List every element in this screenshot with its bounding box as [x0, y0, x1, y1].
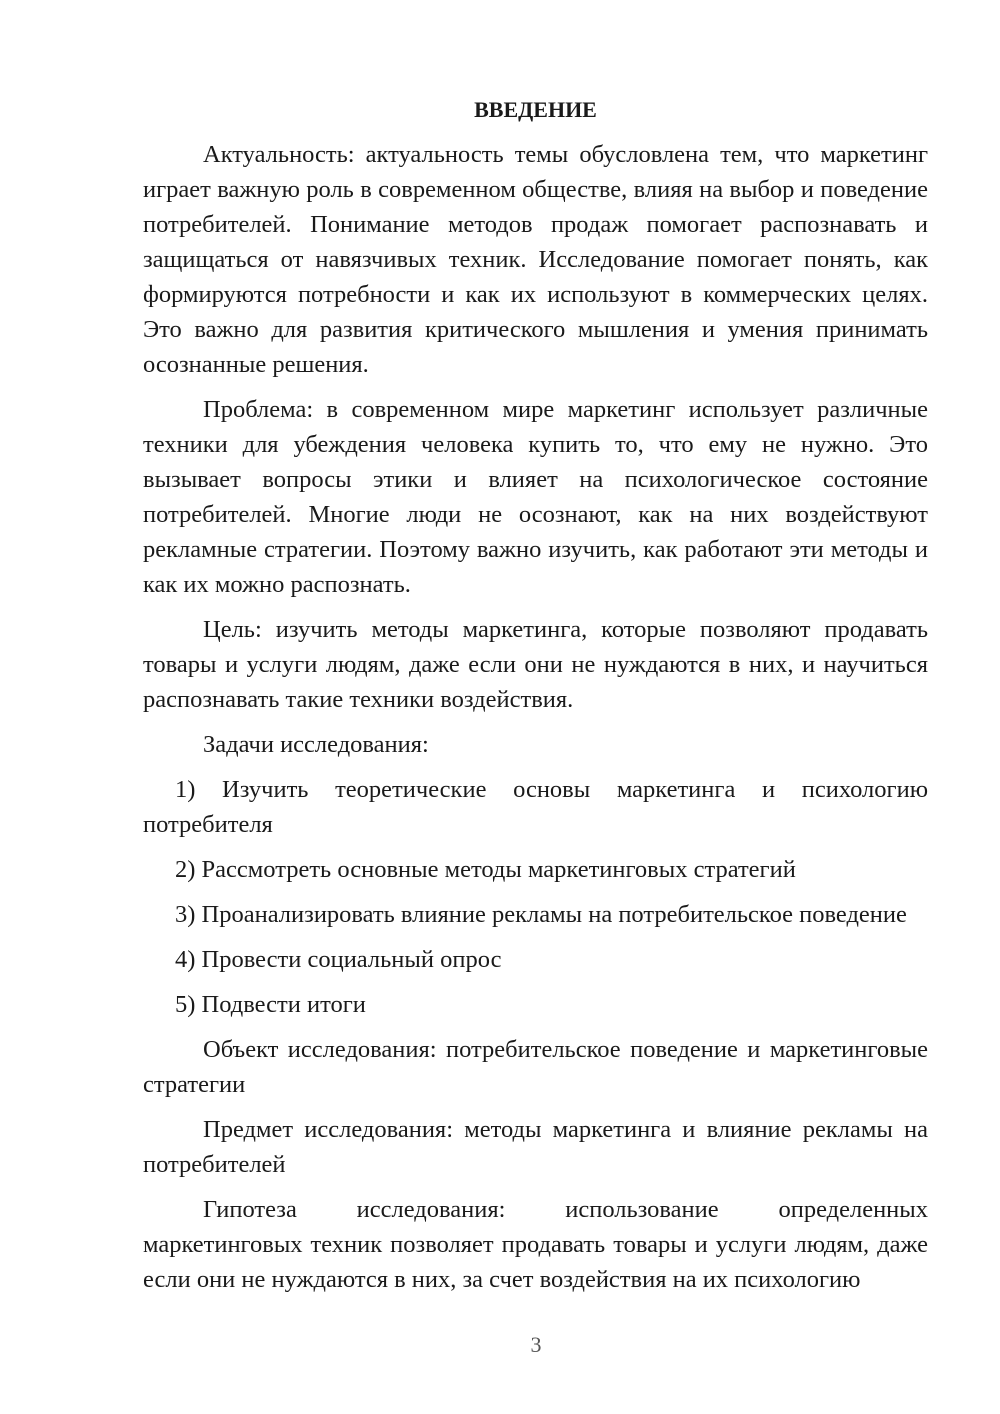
tasks-heading: Задачи исследования: [203, 731, 429, 758]
page-title: ВВЕДЕНИЕ [474, 97, 597, 122]
goal-paragraph: Цель: изучить методы маркетинга, которые позволяют продавать товары и услуги людям, даже если они не нуждаются в них, и научиться распознавать такие техники воздействия. [143, 616, 928, 713]
page-content [143, 92, 928, 1307]
relevance-paragraph: Актуальность: актуальность темы обусловлена тем, что маркетинг играет важную роль в современном обществе, влияя на выбор и поведение потребителей. Понимание методов продаж помогает распознавать и защищаться от навязчивых техник. Исследование помогает понять, как формируются потребности и как их используют в коммерческих целях. Это важно для развития критического мышления и умения принимать осознанные решения. [143, 141, 928, 378]
task-item: 2) Рассмотреть основные методы маркетинговых стратегий [175, 856, 796, 883]
task-item: 3) Проанализировать влияние рекламы на потребительское поведение [175, 901, 907, 928]
problem-paragraph: Проблема: в современном мире маркетинг использует различные техники для убеждения человека купить то, что ему не нужно. Это вызывает вопросы этики и влияет на психологическое состояние потребителей. Многие люди не осознают, как на них воздействуют рекламные стратегии. Поэтому важно изучить, как работают эти методы и как их можно распознать. [143, 396, 928, 598]
tasks-list [143, 772, 928, 1022]
subject-paragraph: Предмет исследования: методы маркетинга и влияние рекламы на потребителей [143, 1116, 928, 1178]
object-paragraph: Объект исследования: потребительское поведение и маркетинговые стратегии [143, 1036, 928, 1098]
task-item: 1) Изучить теоретические основы маркетинга и психологию потребителя [143, 776, 928, 838]
task-item: 5) Подвести итоги [175, 991, 366, 1018]
task-item: 4) Провести социальный опрос [175, 946, 502, 973]
hypothesis-paragraph: Гипотеза исследования: использование определенных маркетинговых техник позволяет продавать товары и услуги людям, даже если они не нуждаются в них, за счет воздействия на их психологию [143, 1196, 928, 1293]
page-number: 3 [530, 1332, 542, 1357]
